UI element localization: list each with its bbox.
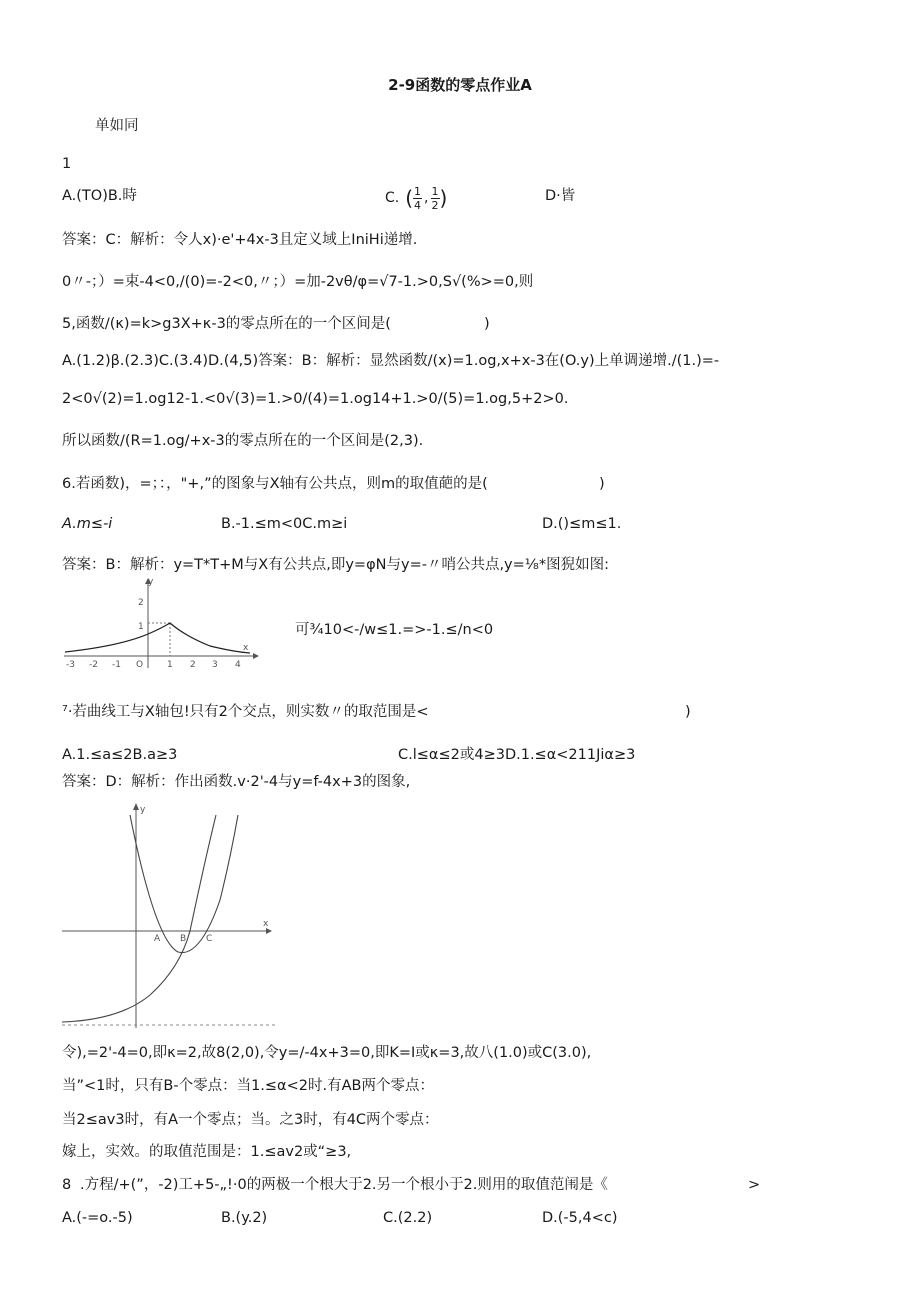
solution-line-3: 当2≤av3时，有A一个零点；当。之3时，有4C两个零点：: [62, 1112, 439, 1128]
point-b-label: B: [180, 934, 187, 944]
y-tick: 1: [138, 622, 144, 632]
answer-6-graph: [60, 576, 260, 670]
question-1-option-c: C. ( 1 4 , 1 2 ): [385, 184, 448, 212]
x-axis-label: x: [263, 919, 269, 929]
x-axis-arrow: [253, 653, 259, 659]
answer-1: 答案：C：解析：令人x)·e'+4x-3且定义域上IniHi递增.: [62, 232, 418, 248]
x-tick: -1: [112, 660, 121, 670]
question-1-option-d: D·皆: [545, 188, 576, 204]
page-title: 2-9函数的零点作业A: [388, 76, 532, 94]
question-6-close-paren: ): [599, 476, 605, 492]
solution-line-1: 令),=2'-4=0,即κ=2,故8(2,0),令y=/-4x+3=0,即K=I或κ=3,故八(1.0)或C(3.0),: [62, 1045, 592, 1061]
fraction-numerator: 1: [431, 184, 439, 198]
x-axis-label: x: [243, 643, 249, 653]
answer-7: 答案：D：解析：作出函数.v·2'-4与y=f-4x+3的图象,: [62, 774, 411, 790]
fraction-denominator: 2: [431, 198, 439, 212]
x-tick: 3: [212, 660, 218, 670]
x-tick: 4: [235, 660, 241, 670]
question-6-option-a: A.m≤-i: [62, 516, 113, 532]
origin-label: O: [136, 660, 144, 670]
solution-line-2: 当”<1时，只有B-个零点：当1.≤α<2时.有AB两个零点：: [62, 1078, 434, 1094]
question-7-options-cd: C.l≤α≤2或4≥3D.1.≤α<211Jiα≥3: [398, 747, 636, 763]
y-axis-label: y: [148, 577, 154, 587]
y-axis-arrow: [133, 803, 139, 810]
question-8: .方程/+(”，-2)工+5-„!·0的两极一个根大于2.另一个根小于2.则用的取值范闱是《: [80, 1177, 608, 1193]
question-1-number: 1: [62, 156, 72, 172]
question-5-close-paren: ): [484, 316, 490, 332]
question-5-conclusion: 所以函数/(R=1.og/+x-3的零点所在的一个区间是(2,3).: [62, 433, 424, 449]
question-5: 5,函数/(κ)=k>g3X+κ-3的零点所在的一个区间是(: [62, 316, 391, 332]
y-axis-label: y: [140, 805, 146, 815]
x-tick: 1: [167, 660, 173, 670]
point-a-label: A: [154, 934, 161, 944]
answer-7-graph: [60, 800, 280, 1032]
question-6-option-d: D.()≤m≤1.: [542, 516, 622, 532]
question-7-options-ab: A.1.≤a≤2B.a≥3: [62, 747, 178, 763]
x-tick: 2: [190, 660, 196, 670]
fraction-numerator: 1: [414, 184, 422, 198]
x-tick: -3: [66, 660, 75, 670]
question-8-number: 8: [62, 1177, 72, 1193]
option-c-label: C.: [385, 190, 400, 206]
fraction-denominator: 4: [414, 198, 422, 212]
question-5-solution: 2<0√(2)=1.og12-1.<0√(3)=1.>0/(4)=1.og14+1.>0/(5)=1.og,5+2>0.: [62, 391, 569, 407]
solution-line-4: 嫁上，实效。的取值范围是：1.≤av2或“≥3,: [62, 1144, 352, 1160]
question-7: ⁷·若曲线工与X轴包!只有2个交点，则实数〃的取范围是<: [62, 704, 429, 720]
answer-6-conclusion: 可¾10<-/w≤1.=>-1.≤/n<0: [295, 622, 494, 638]
exponential-curve: [62, 815, 216, 1022]
question-6-option-bc: B.-1.≤m<0C.m≥i: [221, 516, 348, 532]
question-5-options: A.(1.2)β.(2.3)C.(3.4)D.(4,5)答案：B：解析：显然函数/(x)=1.og,x+x-3在(O.y)上单调递增./(1.)=-: [62, 353, 720, 369]
question-8-close: >: [748, 1177, 761, 1193]
question-8-option-b: B.(y.2): [221, 1210, 268, 1226]
question-6: 6.若函数)，=；：，"+,”的图象与X轴有公共点，则m的取值葩的是(: [62, 476, 488, 492]
x-tick: -2: [89, 660, 98, 670]
parabola-curve: [130, 815, 238, 953]
question-8-option-a: A.(-=o.-5): [62, 1210, 133, 1226]
answer-6: 答案：B：解析：y=T*T+M与X有公共点,即y=φN与y=-〃哨公共点,y=⅛*图猊如图:: [62, 557, 609, 573]
point-c-label: C: [206, 934, 213, 944]
question-8-option-d: D.(-5,4<c): [542, 1210, 618, 1226]
question-8-option-c: C.(2.2): [383, 1210, 433, 1226]
section-heading: 单如同: [95, 118, 139, 134]
y-tick: 2: [138, 598, 144, 608]
question-7-close-paren: ): [685, 704, 691, 720]
question-1-option-ab: A.(TO)B.時: [62, 188, 137, 204]
answer-1-continued: 0〃-；）=束-4<0,/(0)=-2<0,〃；）=加-2vθ/φ=√7-1.>0,S√(%>=0,则: [62, 274, 534, 290]
curve: [65, 623, 250, 653]
